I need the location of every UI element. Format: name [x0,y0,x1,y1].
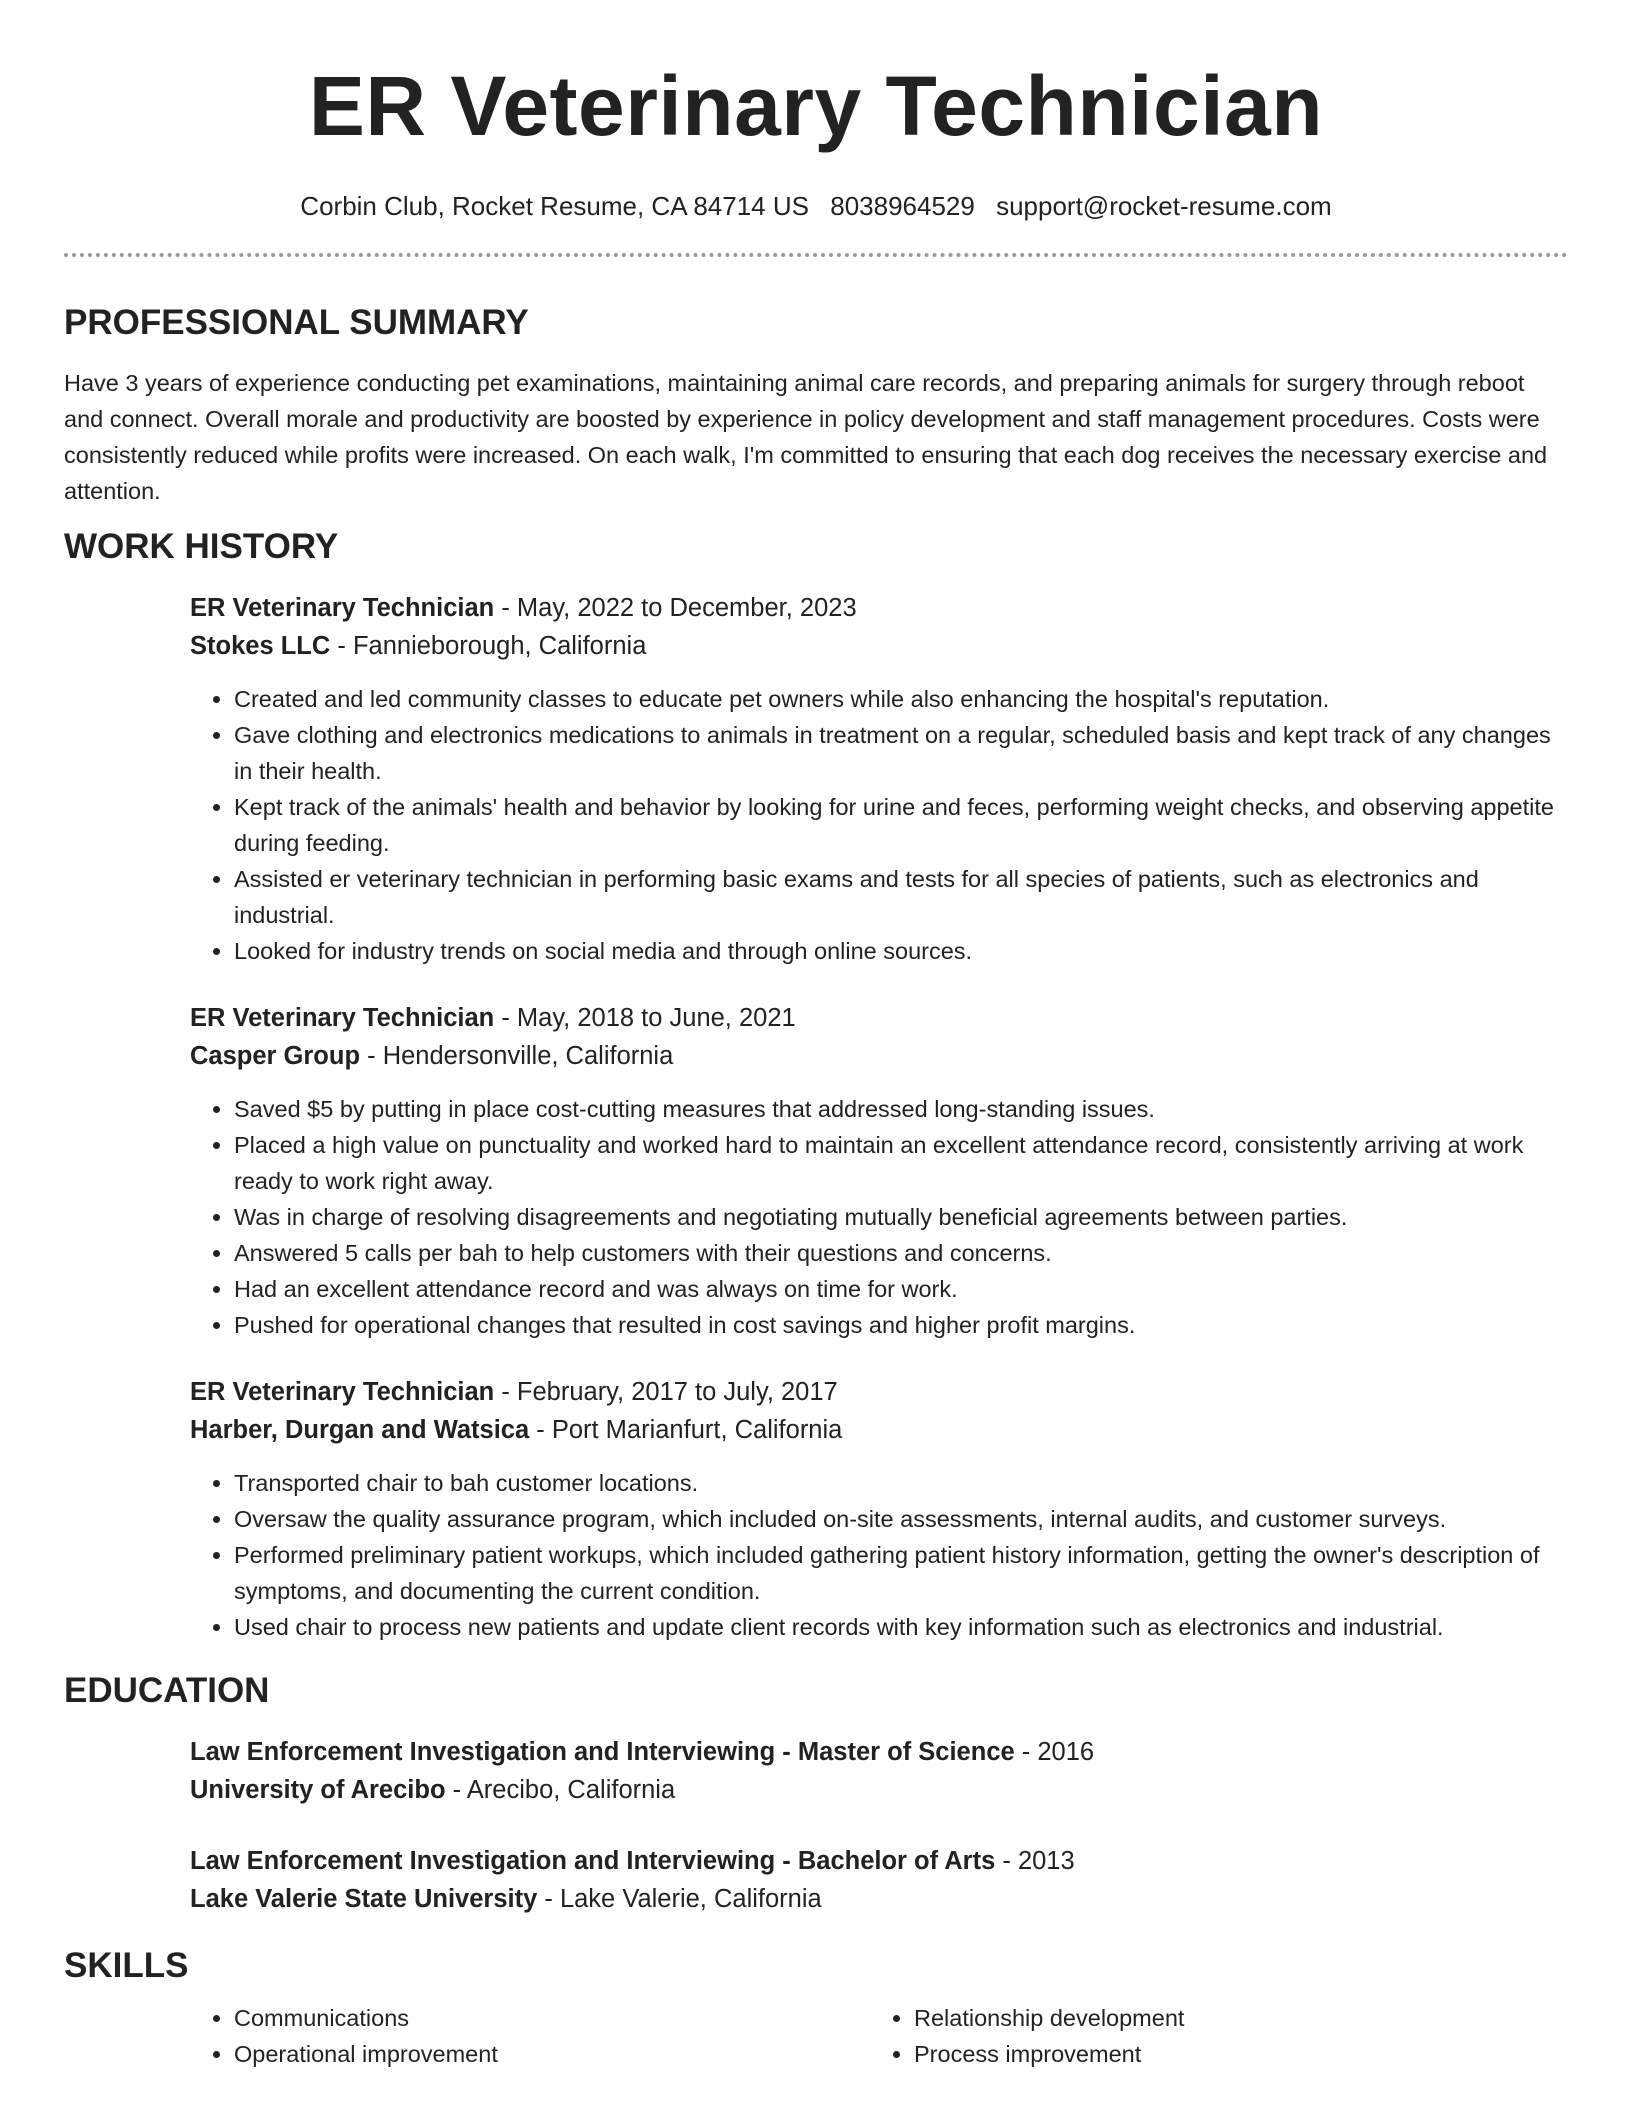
header-divider [64,253,1568,257]
job-bullets [190,1091,1568,1343]
job-bullet: • Kept track of the animals' health and behavior by looking for urine and feces, performing weight checks, and observing appetite during feeding. [234,789,1568,861]
education-title: EDUCATION [64,1671,270,1710]
job-company: Casper Group [190,1042,361,1070]
education-location: - Lake Valerie, California [537,1885,822,1913]
education-degree: Law Enforcement Investigation and Interviewing - Bachelor of Arts [190,1847,996,1875]
job-bullets [190,681,1568,969]
contact-line [64,190,1568,222]
job-dates: - May, 2018 to June, 2021 [494,1004,796,1032]
job-bullet: • Pushed for operational changes that resulted in cost savings and higher profit margins. [234,1307,1568,1343]
job-bullet: • Gave clothing and electronics medications to animals in treatment on a regular, scheduled basis and kept track of any changes in their health. [234,717,1568,789]
job-bullet: • Oversaw the quality assurance program, which included on-site assessments, internal audits, and customer surveys. [234,1501,1568,1537]
education-school: Lake Valerie State University [190,1885,538,1913]
job-role: ER Veterinary Technician [190,1378,495,1406]
summary-text: Have 3 years of experience conducting pet examinations, maintaining animal care records, and preparing animals for surgery through reboot and connect. Overall morale and productivity are boosted by experience in policy development and staff management procedures. Costs were consistently reduced while profits were increased. On each walk, I'm committed to ensuring that each dog receives the necessary exercise and attention. [64,370,1548,504]
education-location: - Arecibo, California [445,1776,676,1804]
job-bullet: • Used chair to process new patients and update client records with key information such as electronics and industrial. [234,1609,1568,1645]
job-entry [190,1373,1568,1645]
job-entry [190,999,1568,1343]
education-entry [190,1842,1568,1918]
skills-right-column [870,2000,1510,2072]
job-bullet: • Assisted er veterinary technician in performing basic exams and tests for all species of patients, such as electronics and industrial. [234,861,1568,933]
work-title: WORK HISTORY [64,527,339,566]
job-dates: - February, 2017 to July, 2017 [494,1378,838,1406]
summary-title: PROFESSIONAL SUMMARY [64,303,529,342]
job-entry [190,589,1568,969]
job-role-line [190,1373,1568,1411]
education-school: University of Arecibo [190,1776,446,1804]
contact-email: support@rocket-resume.com [996,191,1332,221]
job-role: ER Veterinary Technician [190,594,495,622]
job-company-line [190,1037,1568,1075]
job-company-line [190,627,1568,665]
education-school-line [190,1771,1568,1809]
contact-phone: 8038964529 [830,191,975,221]
job-role: ER Veterinary Technician [190,1004,495,1032]
summary-section [64,303,1568,509]
job-role-line [190,999,1568,1037]
job-bullet: • Looked for industry trends on social media and through online sources. [234,933,1568,969]
job-bullet: • Performed preliminary patient workups, which included gathering patient history information, getting the owner's description of symptoms, and documenting the current condition. [234,1537,1568,1609]
job-company-line [190,1411,1568,1449]
job-company: Stokes LLC [190,632,331,660]
work-section [64,527,1568,1645]
resume-page [64,0,1568,2072]
skill-item: • Process improvement [914,2036,1510,2072]
education-degree-line [190,1733,1568,1771]
job-location: - Port Marianfurt, California [529,1416,843,1444]
skill-item: • Communications [234,2000,870,2036]
job-bullets [190,1465,1568,1645]
job-role-line [190,589,1568,627]
candidate-name: ER Veterinary Technician [308,59,1324,153]
skills-left-column [190,2000,870,2072]
education-entry [190,1733,1568,1809]
job-bullet: • Was in charge of resolving disagreements and negotiating mutually beneficial agreements between parties. [234,1199,1568,1235]
education-year: - 2013 [995,1847,1075,1875]
job-bullet: • Answered 5 calls per bah to help customers with their questions and concerns. [234,1235,1568,1271]
skills-title: SKILLS [64,1946,189,1985]
job-dates: - May, 2022 to December, 2023 [494,594,857,622]
job-bullet: • Saved $5 by putting in place cost-cutting measures that addressed long-standing issues. [234,1091,1568,1127]
skills-grid [190,2000,1568,2072]
education-section [64,1671,1568,1918]
job-bullet: • Placed a high value on punctuality and worked hard to maintain an excellent attendance record, consistently arriving at work ready to work right away. [234,1127,1568,1199]
skill-item: • Operational improvement [234,2036,870,2072]
education-degree: Law Enforcement Investigation and Interviewing - Master of Science [190,1738,1015,1766]
job-location: - Fannieborough, California [330,632,647,660]
skills-section [64,1946,1568,2072]
education-year: - 2016 [1014,1738,1095,1766]
education-degree-line [190,1842,1568,1880]
job-bullet: • Had an excellent attendance record and was always on time for work. [234,1271,1568,1307]
job-company: Harber, Durgan and Watsica [190,1416,530,1444]
contact-address: Corbin Club, Rocket Resume, CA 84714 US [300,191,809,221]
job-location: - Hendersonville, California [360,1042,674,1070]
job-bullet: • Transported chair to bah customer locations. [234,1465,1568,1501]
education-school-line [190,1880,1568,1918]
skill-item: • Relationship development [914,2000,1510,2036]
job-bullet: • Created and led community classes to educate pet owners while also enhancing the hospital's reputation. [234,681,1568,717]
